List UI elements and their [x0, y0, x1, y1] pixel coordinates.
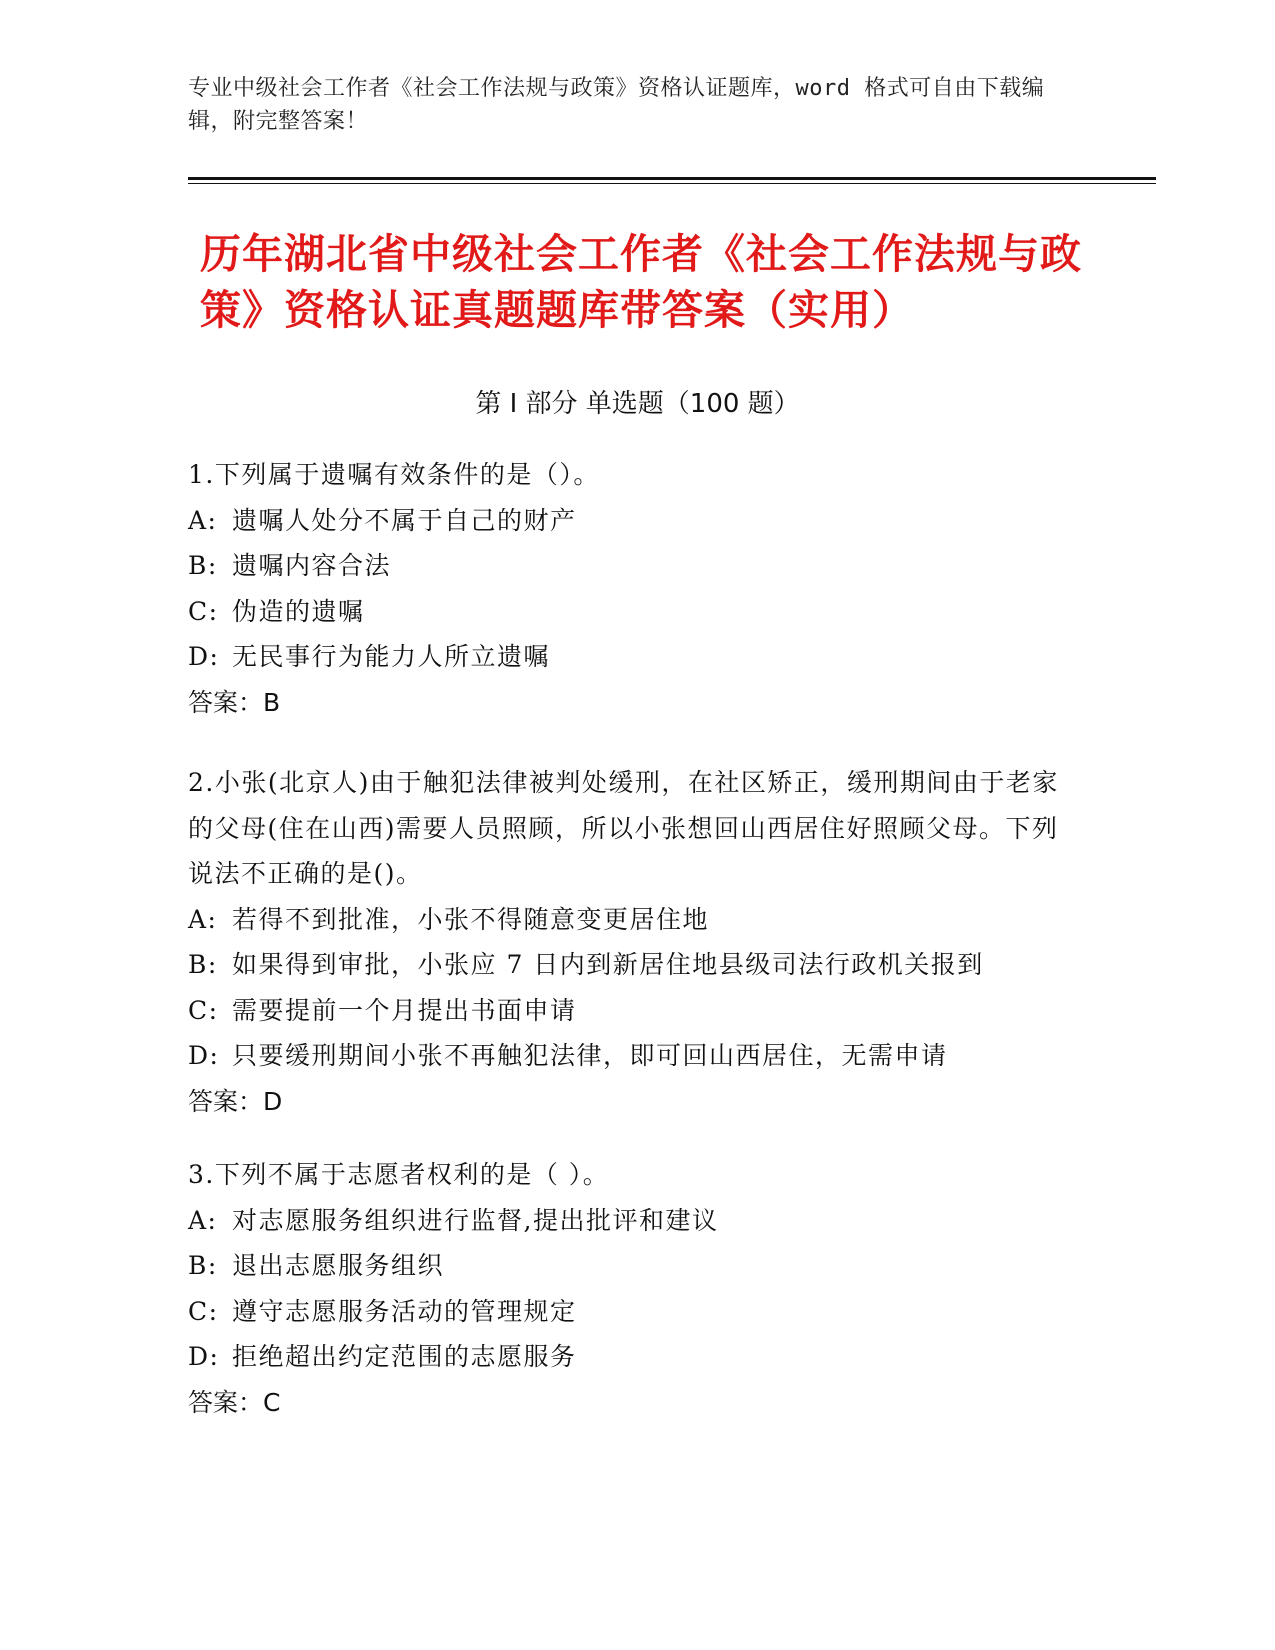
- question-stem: 1.下列属于遗嘱有效条件的是（）。: [188, 460, 600, 489]
- question-2: [188, 760, 1068, 1124]
- option-key: C:: [188, 596, 219, 626]
- question-stem: 2.小张(北京人)由于触犯法律被判处缓刑，在社区矫正，缓刑期间由于老家的父母(住在山西)需要人员照顾，所以小张想回山西居住好照顾父母。下列说法不正确的是()。: [188, 768, 1059, 888]
- question-1: [188, 452, 1068, 725]
- option-text: 如果得到审批，小张应 7 日内到新居住地县级司法行政机关报到: [232, 950, 984, 979]
- option-text: 遗嘱内容合法: [232, 551, 392, 580]
- option-c: [188, 589, 1068, 635]
- option-text: 遵守志愿服务活动的管理规定: [232, 1296, 577, 1326]
- header-rule-thick: [188, 177, 1156, 180]
- option-key: D:: [188, 1041, 220, 1070]
- option-key: C:: [188, 1296, 219, 1326]
- option-text: 需要提前一个月提出书面申请: [232, 995, 577, 1025]
- option-d: [188, 1033, 1068, 1079]
- option-key: A:: [188, 505, 218, 535]
- answer: 答案：B: [188, 687, 281, 717]
- option-c: [188, 988, 1068, 1034]
- option-key: D:: [188, 1342, 220, 1371]
- answer: 答案：C: [188, 1387, 281, 1417]
- header-note: 专业中级社会工作者《社会工作法规与政策》资格认证题库，word 格式可自由下载编辑，附完整答案！: [188, 76, 1045, 134]
- option-a: [188, 897, 1068, 943]
- option-text: 对志愿服务组织进行监督,提出批评和建议: [232, 1205, 719, 1235]
- option-key: C:: [188, 995, 219, 1025]
- header-rule-thin: [188, 183, 1156, 184]
- option-b: [188, 942, 1068, 988]
- option-text: 无民事行为能力人所立遗嘱: [232, 642, 551, 671]
- option-a: [188, 498, 1068, 544]
- option-key: A:: [188, 904, 218, 934]
- question-3: [188, 1152, 1068, 1425]
- option-text: 伪造的遗嘱: [232, 596, 365, 626]
- option-b: [188, 1243, 1068, 1289]
- document-title: 历年湖北省中级社会工作者《社会工作法规与政策》资格认证真题题库带答案（实用）: [200, 230, 1082, 334]
- option-key: B:: [188, 551, 218, 580]
- option-text: 若得不到批准，小张不得随意变更居住地: [232, 904, 710, 934]
- option-c: [188, 1289, 1068, 1335]
- answer: 答案：D: [188, 1086, 283, 1116]
- option-d: [188, 1334, 1068, 1380]
- option-b: [188, 543, 1068, 589]
- option-text: 只要缓刑期间小张不再触犯法律，即可回山西居住，无需申请: [232, 1041, 948, 1070]
- question-stem: 3.下列不属于志愿者权利的是（ ）。: [188, 1160, 610, 1189]
- option-key: A:: [188, 1205, 218, 1235]
- section-title: 第 I 部分 单选题（100 题）: [475, 389, 800, 419]
- option-key: B:: [188, 950, 218, 979]
- option-d: [188, 634, 1068, 680]
- option-text: 拒绝超出约定范围的志愿服务: [232, 1342, 577, 1371]
- option-key: B:: [188, 1251, 218, 1280]
- option-key: D:: [188, 642, 220, 671]
- option-text: 遗嘱人处分不属于自己的财产: [232, 505, 577, 535]
- option-a: [188, 1198, 1068, 1244]
- option-text: 退出志愿服务组织: [232, 1251, 445, 1280]
